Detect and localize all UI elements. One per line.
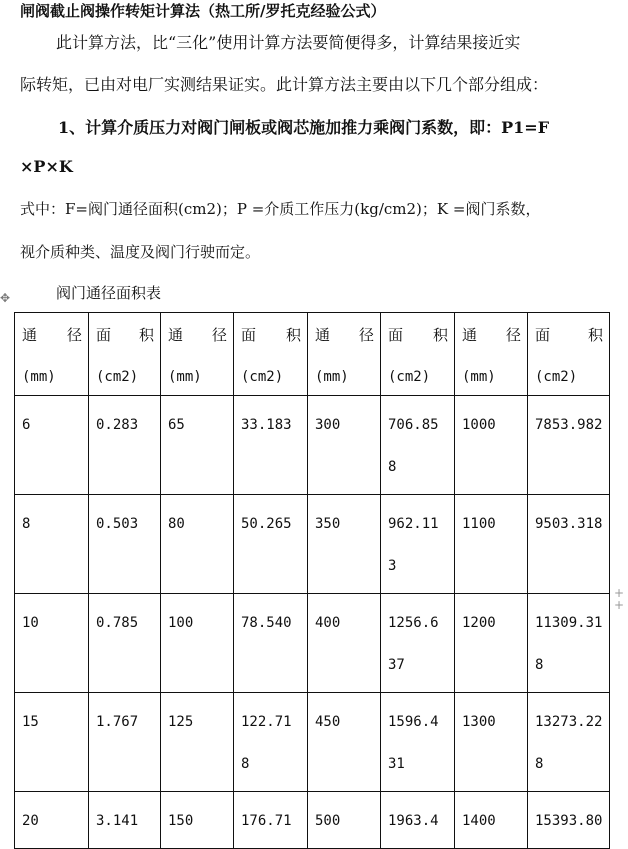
table-cell: 6 — [15, 396, 89, 495]
table-cell: 20 — [15, 792, 89, 849]
table-header-cell — [89, 313, 161, 396]
table-header-cell — [528, 313, 610, 396]
table-header-cell — [455, 313, 528, 396]
table-cell: 450 — [308, 693, 381, 792]
table-header-cell — [308, 313, 381, 396]
table-header-cell — [234, 313, 308, 396]
table-cell: 65 — [161, 396, 234, 495]
table-cell: 0.503 — [89, 495, 161, 594]
header-word: 积 — [285, 326, 301, 344]
table-header-cell — [15, 313, 89, 396]
table-cell: 0.785 — [89, 594, 161, 693]
table-row — [15, 693, 610, 792]
header-word: 通 — [22, 326, 38, 344]
formula-description-line-1: 式中：F=阀门通径面积(cm2)；P =介质工作压力(kg/cm2)；K =阀门系数， — [20, 200, 541, 218]
table-cell: 80 — [161, 495, 234, 594]
table-cell: 8 — [15, 495, 89, 594]
edge-mark-icon: + — [614, 586, 625, 600]
header-unit: (mm) — [315, 369, 349, 385]
formula-description-line-2: 视介质种类、温度及阀门行驶而定。 — [20, 243, 261, 261]
header-word: 积 — [587, 326, 603, 344]
table-header-cell — [381, 313, 455, 396]
header-word: 径 — [505, 326, 521, 344]
header-word: 积 — [432, 326, 448, 344]
table-cell: 1100 — [455, 495, 528, 594]
table-header-row — [15, 313, 610, 396]
table-caption: 阀门通径面积表 — [56, 284, 162, 302]
table-cell: 706.85 8 — [381, 396, 455, 495]
table-cell: 1596.4 31 — [381, 693, 455, 792]
header-word: 径 — [66, 326, 82, 344]
header-unit: (mm) — [168, 369, 202, 385]
header-word: 径 — [211, 326, 227, 344]
table-row — [15, 495, 610, 594]
table-cell: 15 — [15, 693, 89, 792]
table-cell: 1256.6 37 — [381, 594, 455, 693]
table-cell: 9503.318 — [528, 495, 610, 594]
table-row — [15, 396, 610, 495]
table-cell: 176.71 — [234, 792, 308, 849]
table-cell: 1.767 — [89, 693, 161, 792]
header-unit: (mm) — [462, 369, 496, 385]
table-row — [15, 792, 610, 849]
table-cell: 7853.982 — [528, 396, 610, 495]
table-cell: 962.11 3 — [381, 495, 455, 594]
table-cell: 11309.31 8 — [528, 594, 610, 693]
table-cell: 3.141 — [89, 792, 161, 849]
table-cell: 13273.22 8 — [528, 693, 610, 792]
header-word: 面 — [535, 326, 551, 344]
header-unit: (cm2) — [241, 369, 284, 385]
header-word: 面 — [388, 326, 404, 344]
table-cell: 15393.80 — [528, 792, 610, 849]
document-title: 闸阀截止阀操作转矩计算法（热工所/罗托克经验公式） — [20, 2, 386, 20]
table-cell: 300 — [308, 396, 381, 495]
table-cell: 1300 — [455, 693, 528, 792]
move-handle-icon[interactable]: ✥ — [0, 291, 11, 305]
table-cell: 10 — [15, 594, 89, 693]
table-cell: 1000 — [455, 396, 528, 495]
header-word: 通 — [168, 326, 184, 344]
header-unit: (cm2) — [388, 369, 431, 385]
table-cell: 33.183 — [234, 396, 308, 495]
table-row — [15, 594, 610, 693]
intro-line-2: 际转矩，已由对电厂实测结果证实。此计算方法主要由以下几个部分组成： — [20, 75, 549, 94]
edge-mark-icon: + — [614, 598, 625, 612]
table-header-cell — [161, 313, 234, 396]
header-unit: (cm2) — [535, 369, 578, 385]
header-unit: (mm) — [22, 369, 56, 385]
table-cell: 350 — [308, 495, 381, 594]
table-cell: 125 — [161, 693, 234, 792]
intro-line-1: 此计算方法，比“三化”使用计算方法要简便得多，计算结果接近实 — [56, 33, 521, 52]
table-cell: 50.265 — [234, 495, 308, 594]
header-word: 积 — [138, 326, 154, 344]
valve-area-table — [14, 312, 610, 849]
table-cell: 122.71 8 — [234, 693, 308, 792]
section-heading-line-2: ×P×K — [20, 157, 73, 176]
header-word: 面 — [96, 326, 112, 344]
table-cell: 500 — [308, 792, 381, 849]
table-cell: 100 — [161, 594, 234, 693]
table-cell: 150 — [161, 792, 234, 849]
header-word: 径 — [358, 326, 374, 344]
table-cell: 1400 — [455, 792, 528, 849]
table-cell: 1200 — [455, 594, 528, 693]
table-cell: 78.540 — [234, 594, 308, 693]
header-word: 面 — [241, 326, 257, 344]
table-cell: 1963.4 — [381, 792, 455, 849]
header-unit: (cm2) — [96, 369, 139, 385]
section-heading-line-1: 1、计算介质压力对阀门闸板或阀芯施加推力乘阀门系数，即：P1=F — [58, 118, 550, 137]
header-word: 通 — [462, 326, 478, 344]
header-word: 通 — [315, 326, 331, 344]
table-cell: 400 — [308, 594, 381, 693]
table-cell: 0.283 — [89, 396, 161, 495]
